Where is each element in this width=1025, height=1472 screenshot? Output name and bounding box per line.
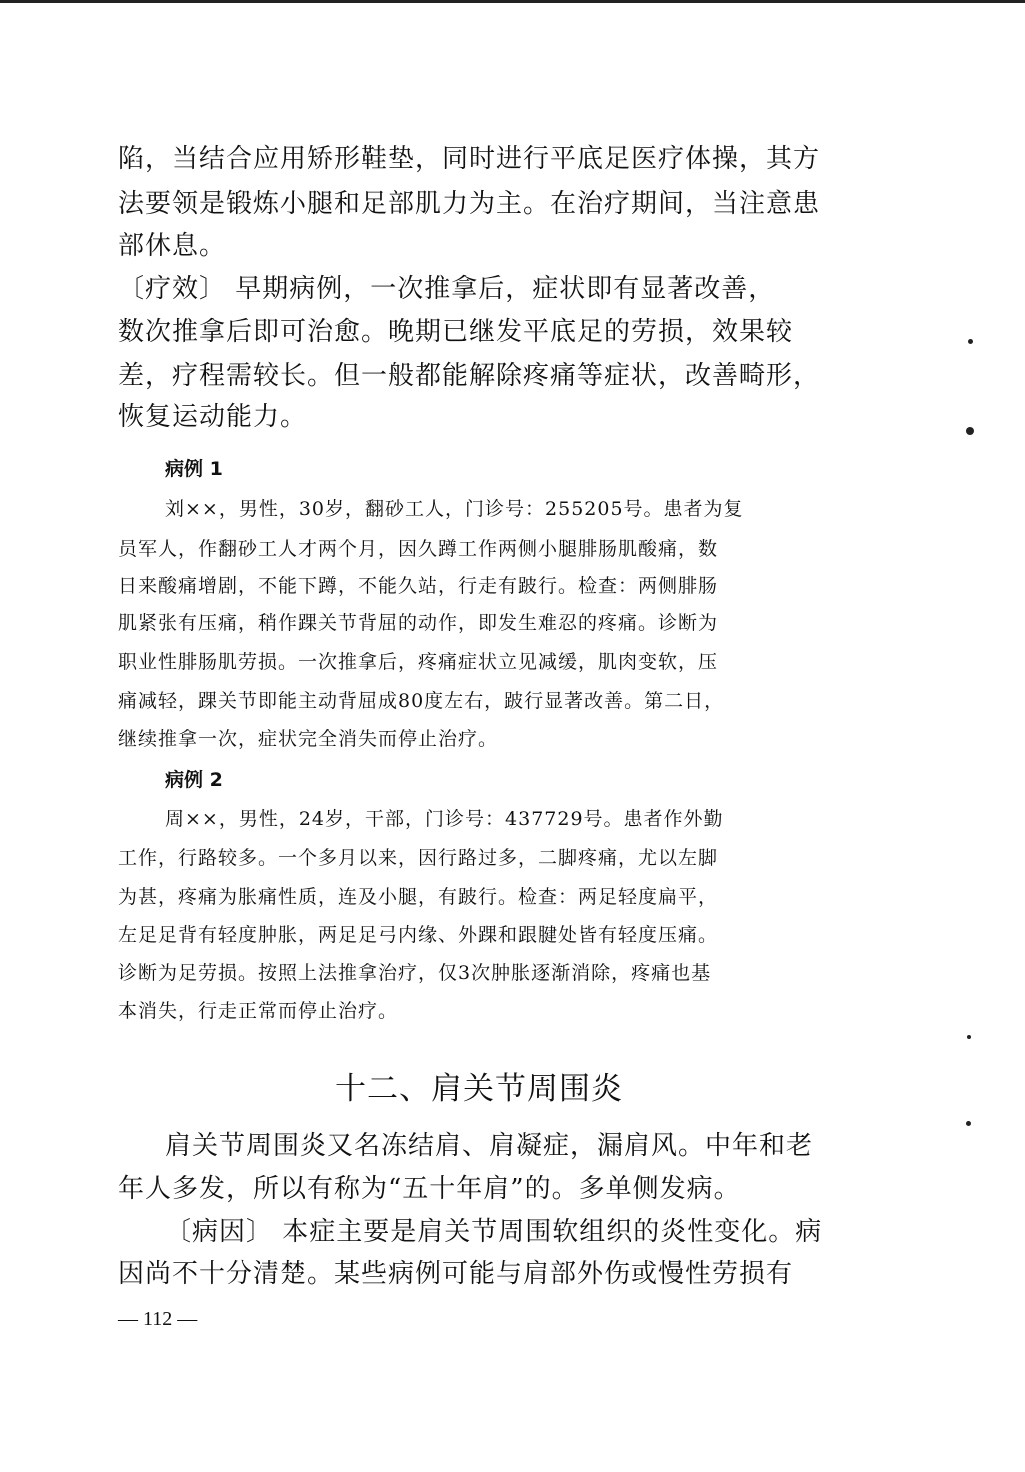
paragraph-1-line-2: 法要领是锻炼小腿和足部肌力为主。在治疗期间，当注意患 xyxy=(118,189,821,219)
case-2-line-2: 工作，行路较多。一个多月以来，因行路过多，二脚疼痛，尤以左脚 xyxy=(118,847,719,869)
case-2-label: 病例 2 xyxy=(165,769,223,791)
section-intro-line-1: 肩关节周围炎又名冻结肩、肩凝症，漏肩风。中年和老 xyxy=(165,1131,814,1161)
case-1-line-3: 日来酸痛增剧，不能下蹲，不能久站，行走有跛行。检查：两侧腓肠 xyxy=(118,575,719,597)
case-1-line-6: 痛减轻，踝关节即能主动背屈成80度左右，跛行显著改善。第二日， xyxy=(118,690,725,712)
efficacy-line-1: 〔疗效〕 早期病例，一次推拿后，症状即有显著改善， xyxy=(118,274,776,304)
efficacy-line-2: 数次推拿后即可治愈。晚期已继发平底足的劳损，效果较 xyxy=(118,317,794,347)
section-cause-line-1: 〔病因〕 本症主要是肩关节周围软组织的炎性变化。病 xyxy=(165,1217,823,1247)
section-cause-line-2: 因尚不十分清楚。某些病例可能与肩部外伤或慢性劳损有 xyxy=(118,1259,794,1289)
margin-speck-mark xyxy=(966,427,974,435)
paragraph-1-line-3: 部休息。 xyxy=(118,231,227,261)
section-intro-line-2: 年人多发，所以有称为“五十年肩”的。多单侧发病。 xyxy=(118,1174,741,1204)
efficacy-line-4: 恢复运动能力。 xyxy=(118,402,308,432)
case-1-line-5: 职业性腓肠肌劳损。一次推拿后，疼痛症状立见减缓，肌肉变软，压 xyxy=(118,651,719,673)
margin-speck-mark xyxy=(968,339,973,344)
case-1-line-7: 继续推拿一次，症状完全消失而停止治疗。 xyxy=(118,728,499,750)
case-1-line-1: 刘××，男性，30岁，翻砂工人，门诊号：255205号。患者为复 xyxy=(165,498,744,520)
case-2-line-4: 左足足背有轻度肿胀，两足足弓内缘、外踝和跟腱处皆有轻度压痛。 xyxy=(118,924,719,946)
margin-speck-mark xyxy=(967,1035,971,1039)
efficacy-line-3: 差，疗程需较长。但一般都能解除疼痛等症状，改善畸形， xyxy=(118,361,821,391)
case-2-line-5: 诊断为足劳损。按照上法推拿治疗，仅3次肿胀逐渐消除，疼痛也基 xyxy=(118,962,712,984)
section-heading: 十二、肩关节周围炎 xyxy=(335,1071,623,1107)
paragraph-1-line-1: 陷，当结合应用矫形鞋垫，同时进行平底足医疗体操，其方 xyxy=(118,144,821,174)
case-2-line-3: 为甚，疼痛为胀痛性质，连及小腿，有跛行。检查：两足轻度扁平， xyxy=(118,886,719,908)
case-1-line-4: 肌紧张有压痛，稍作踝关节背屈的动作，即发生难忍的疼痛。诊断为 xyxy=(118,612,719,634)
case-1-label: 病例 1 xyxy=(165,458,223,480)
top-border-rule xyxy=(0,0,1025,3)
case-1-line-2: 员军人，作翻砂工人才两个月，因久蹲工作两侧小腿腓肠肌酸痛，数 xyxy=(118,538,719,560)
page-number: — 112 — xyxy=(118,1308,198,1330)
case-2-line-1: 周××，男性，24岁，干部，门诊号：437729号。患者作外勤 xyxy=(165,808,724,830)
margin-speck-mark xyxy=(966,1121,971,1126)
case-2-line-6: 本消失，行走正常而停止治疗。 xyxy=(118,1000,399,1022)
